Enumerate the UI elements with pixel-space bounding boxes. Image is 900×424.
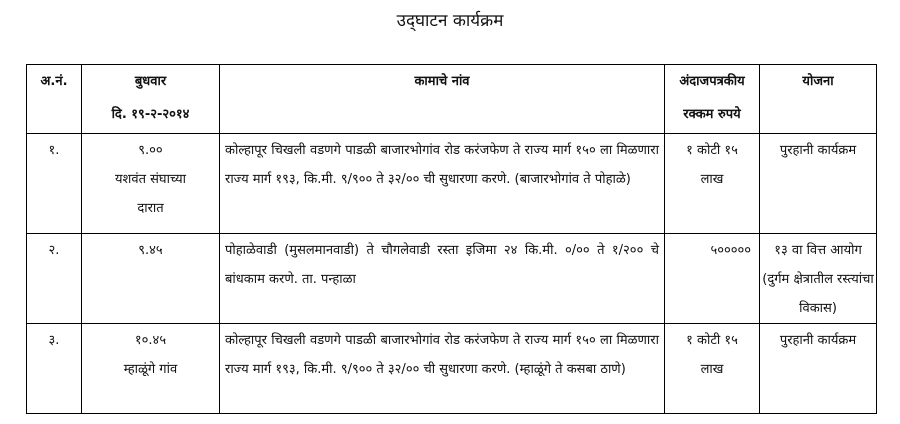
- row-scheme: पुरहानी कार्यक्रम: [760, 324, 877, 414]
- header-scheme: [760, 65, 877, 134]
- row-scheme: १३ वा वित्त आयोग (दुर्गम क्षेत्रातील रस्त्यांचा विकास): [760, 234, 877, 324]
- row-amount-1: ५०००००: [710, 243, 751, 258]
- row-amount: [665, 134, 760, 234]
- row-amount-2: लाख: [700, 172, 724, 187]
- row-time-place: [82, 324, 220, 414]
- header-sr-label: अ.नं.: [40, 74, 68, 89]
- header-date: [82, 65, 220, 134]
- row-sr: २.: [27, 234, 82, 324]
- header-work: [220, 65, 665, 134]
- table-row: [27, 324, 877, 414]
- row-scheme: पुरहानी कार्यक्रम: [760, 134, 877, 234]
- row-sr: १.: [27, 134, 82, 234]
- header-work-label: कामाचे नांव: [414, 74, 470, 89]
- row-work: कोल्हापूर चिखली वडणगे पाडळी बाजारभोगांव रोड करंजफेण ते राज्य मार्ग १५० ला मिळणारा राज्य मार्ग १९३, कि.मी. ९/९०० ते ३२/०० ची सुधारणा करणे. (बाजारभोगांव ते पोहाळे): [220, 134, 665, 234]
- row-amount-2: लाख: [700, 362, 724, 377]
- row-time: १०.४५: [134, 333, 167, 348]
- table-row: [27, 134, 877, 234]
- row-place-2: दारात: [137, 201, 164, 216]
- table-row: [27, 234, 877, 324]
- header-amount: [665, 65, 760, 134]
- row-time: ९.४५: [138, 243, 163, 258]
- row-sr: ३.: [27, 324, 82, 414]
- header-scheme-label: योजना: [802, 74, 834, 89]
- row-amount-1: १ कोटी १५: [686, 333, 738, 348]
- page-title: उद्‌घाटन कार्यक्रम: [396, 11, 504, 31]
- row-amount-1: १ कोटी १५: [686, 143, 738, 158]
- row-time-place: [82, 234, 220, 324]
- row-work: कोल्हापूर चिखली वडणगे पाडळी बाजारभोगांव रोड करंजफेण ते राज्य मार्ग १५० ला मिळणारा राज्य मार्ग १९३, कि.मी. ९/९०० ते ३२/०० ची सुधारणा करणे. (म्हाळूंगे ते कसबा ठाणे): [220, 324, 665, 414]
- row-amount: [665, 324, 760, 414]
- header-sr: [27, 65, 82, 134]
- row-time: ९.००: [138, 143, 163, 158]
- header-amount-label-1: अंदाजपत्रकीय: [679, 74, 745, 89]
- row-place-1: म्हाळूंगे गांव: [123, 362, 178, 377]
- row-amount: [665, 234, 760, 324]
- header-date-label: दि. १९-२-२०१४: [111, 107, 190, 122]
- row-time-place: [82, 134, 220, 234]
- table-header-row: [27, 65, 877, 134]
- program-table: [26, 64, 877, 414]
- row-place-1: यशवंत संघाच्या: [114, 172, 187, 187]
- header-amount-label-2: रक्कम रुपये: [683, 107, 741, 122]
- header-day-label: बुधवार: [134, 74, 167, 89]
- row-work: पोहाळेवाडी (मुसलमानवाडी) ते चौगलेवाडी रस्ता इजिमा २४ कि.मी. ०/०० ते १/२०० चे बांधकाम करणे. ता. पन्हाळा: [220, 234, 665, 324]
